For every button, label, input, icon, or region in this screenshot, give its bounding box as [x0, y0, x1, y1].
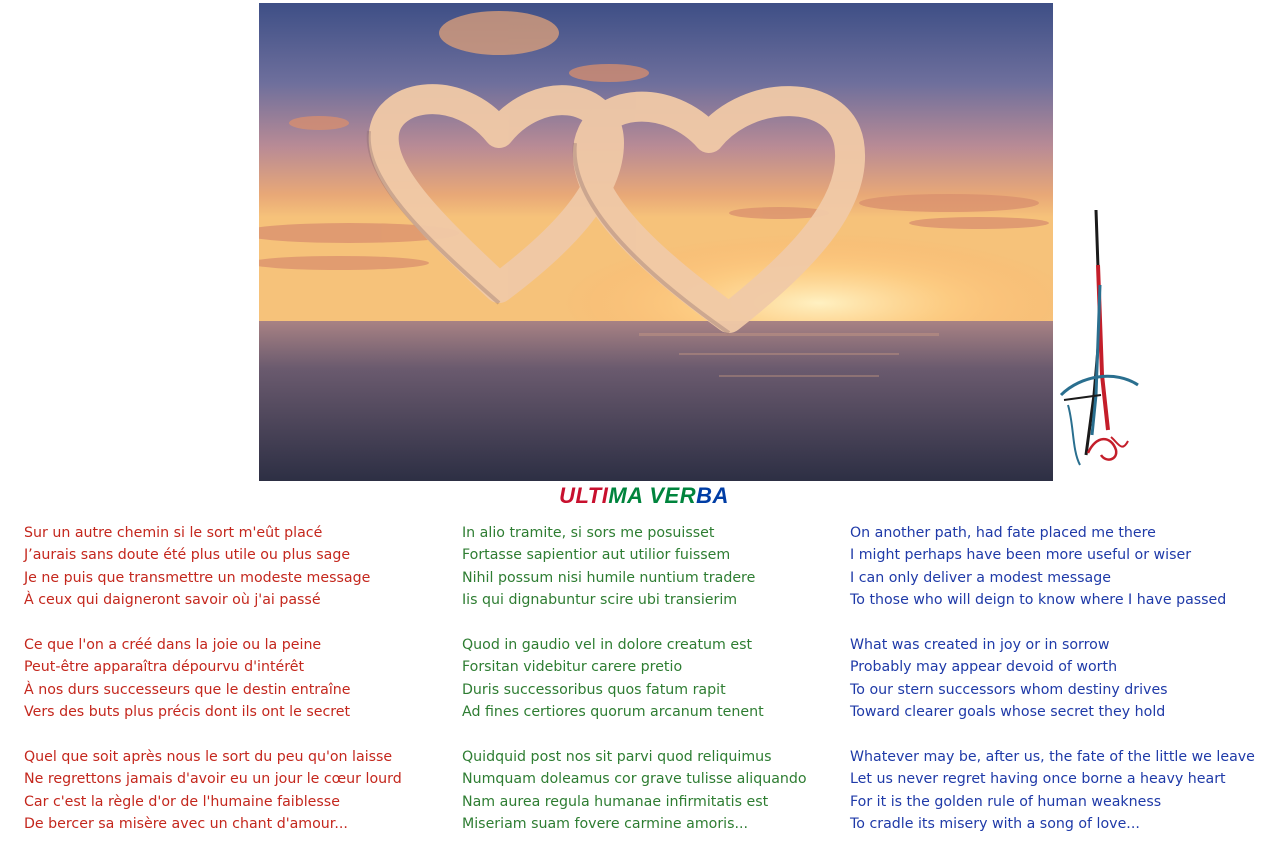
poem-line: Quel que soit après nous le sort du peu qu'on laisse [24, 749, 393, 766]
latin-poem-column [462, 522, 807, 858]
title-part-red: ULTI [559, 483, 609, 508]
poem-line: Forsitan videbitur carere pretio [462, 659, 683, 676]
poem-line: Miseriam suam fovere carmine amoris... [462, 816, 749, 833]
stanza [850, 634, 1255, 724]
stanza [462, 746, 807, 836]
poem-line: For it is the golden rule of human weakness [850, 793, 1162, 810]
poem-line: Nam aurea regula humanae infirmitatis est [462, 793, 769, 810]
poem-line: Numquam doleamus cor grave tulisse aliquando [462, 771, 807, 788]
poem-line: Nihil possum nisi humile nuntium tradere [462, 569, 756, 586]
stanza [24, 746, 402, 836]
poem-line: On another path, had fate placed me there [850, 525, 1156, 541]
poem-line: I can only deliver a modest message [850, 569, 1111, 586]
poem-line: Peut-être apparaîtra dépourvu d'intérêt [24, 659, 305, 676]
poem-title [0, 483, 1288, 509]
stanza [850, 746, 1255, 836]
stanza [462, 522, 807, 612]
poem-line: Quod in gaudio vel in dolore creatum est [462, 637, 753, 654]
stanza [24, 634, 402, 724]
poem-line: Fortasse sapientior aut utilior fuissem [462, 547, 731, 564]
poem-line: Iis qui dignabuntur scire ubi transierim [462, 592, 738, 609]
poem-line: J’aurais sans doute été plus utile ou plus sage [24, 547, 351, 564]
stanza [24, 522, 402, 612]
poem-line: In alio tramite, si sors me posuisset [462, 525, 715, 541]
title-part-green: MA VER [608, 483, 697, 508]
poem-line: What was created in joy or in sorrow [850, 637, 1110, 654]
eiffel-tower-signature-logo [1056, 205, 1146, 475]
stanza [462, 634, 807, 724]
poem-line: Car c'est la règle d'or de l'humaine faiblesse [24, 793, 340, 810]
poem-line: À ceux qui daigneront savoir où j'ai passé [24, 592, 321, 609]
english-poem-column [850, 522, 1255, 858]
poem-line: Ad fines certiores quorum arcanum tenent [462, 704, 764, 721]
title-part-blue: BA [696, 483, 729, 508]
poem-line: Toward clearer goals whose secret they hold [850, 704, 1166, 721]
poem-line: De bercer sa misère avec un chant d'amour... [24, 816, 348, 833]
poem-line: Probably may appear devoid of worth [850, 659, 1118, 676]
french-poem-column [24, 522, 402, 858]
poem-line: Sur un autre chemin si le sort m'eût placé [24, 525, 323, 541]
poem-line: Quidquid post nos sit parvi quod reliquimus [462, 749, 772, 766]
poem-line: Je ne puis que transmettre un modeste message [24, 569, 371, 586]
eiffel-tower-icon [1056, 205, 1146, 475]
poem-line: Ce que l'on a créé dans la joie ou la peine [24, 637, 322, 654]
poem-line: Duris successoribus quos fatum rapit [462, 681, 726, 698]
poem-line: To cradle its misery with a song of love... [850, 816, 1140, 833]
poem-line: Vers des buts plus précis dont ils ont le secret [24, 704, 351, 721]
poem-line: I might perhaps have been more useful or wiser [850, 547, 1192, 564]
poem-line: Whatever may be, after us, the fate of the little we leave [850, 749, 1255, 766]
poem-line: À nos durs successeurs que le destin entraîne [24, 681, 351, 698]
poem-line: Let us never regret having once borne a heavy heart [850, 771, 1226, 788]
poem-line: To those who will deign to know where I have passed [850, 592, 1227, 609]
poem-line: To our stern successors whom destiny drives [850, 681, 1168, 698]
cloud-hearts-sunset-icon [259, 3, 1053, 481]
poem-line: Ne regrettons jamais d'avoir eu un jour le cœur lourd [24, 771, 402, 788]
stanza [850, 522, 1255, 612]
hero-image [259, 3, 1053, 481]
